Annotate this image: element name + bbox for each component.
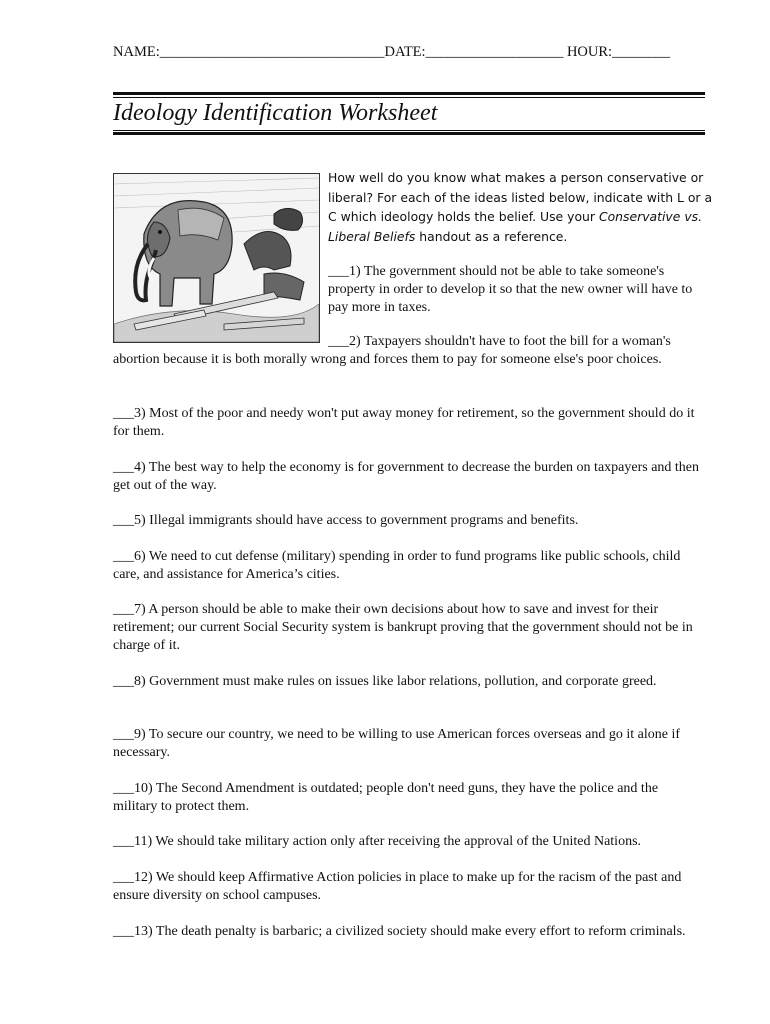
question-7: [113, 601, 705, 655]
question-2: [113, 333, 705, 369]
question-5-text: Illegal immigrants should have access to government programs and benefits.: [149, 513, 579, 528]
question-4-blank[interactable]: ___4): [113, 460, 146, 475]
title-rule-top-thin: [113, 97, 705, 98]
page-title: Ideology Identification Worksheet: [113, 100, 438, 126]
instructions-paragraph: [328, 168, 713, 246]
question-4: [113, 459, 705, 495]
header-fields: [113, 44, 713, 61]
question-8-text: Government must make rules on issues like labor relations, pollution, and corporate greed.: [149, 674, 657, 689]
question-8-blank[interactable]: ___8): [113, 674, 146, 689]
instructions-text-1: How well do you know what makes a person conservative or liberal? For each of the ideas listed below, indicate with L or a C which ideology holds the belief. Use your: [328, 170, 713, 224]
elephant-cartoon-image: [113, 173, 320, 343]
question-12-text: We should keep Affirmative Action policies in place to make up for the racism of the past and ensure diversity on school campuses.: [113, 870, 682, 903]
question-6-text: We need to cut defense (military) spending in order to fund programs like public schools, child care, and assistance for America’s cities.: [113, 549, 681, 582]
question-5-blank[interactable]: ___5): [113, 513, 146, 528]
title-rule-bottom-thick: [113, 132, 705, 135]
question-12-blank[interactable]: ___12): [113, 870, 153, 885]
question-11-text: We should take military action only after receiving the approval of the United Nations.: [155, 834, 642, 849]
question-1: [328, 263, 708, 317]
handout-title: Conservative vs. Liberal Beliefs: [328, 209, 703, 244]
instructions-text-2: handout as a reference.: [415, 228, 568, 244]
question-1-blank[interactable]: ___1): [328, 264, 361, 279]
question-10-text: The Second Amendment is outdated; people don't need guns, they have the police and the military to protect them.: [113, 781, 659, 814]
name-field-label: NAME:_______________________________: [113, 44, 385, 60]
question-3-blank[interactable]: ___3): [113, 406, 146, 421]
question-3-text: Most of the poor and needy won't put away money for retirement, so the government should do it for them.: [113, 406, 695, 439]
title-rule-top-thick: [113, 92, 705, 95]
question-3: [113, 405, 705, 441]
hour-field-label: HOUR:________: [566, 44, 671, 60]
question-10-blank[interactable]: ___10): [113, 781, 153, 796]
title-rule-bottom-thin: [113, 130, 705, 131]
question-12: [113, 869, 705, 905]
question-2-text: Taxpayers shouldn't have to foot the bill for a woman's abortion because it is both morally wrong and forces them to pay for someone else's poor choices.: [113, 334, 671, 367]
question-7-text: A person should be able to make their own decisions about how to save and invest for their retirement; our current Social Security system is bankrupt proving that the government should not be in charge of it.: [113, 602, 693, 653]
question-8: [113, 673, 705, 691]
question-2-blank[interactable]: ___2): [328, 334, 361, 349]
question-7-blank[interactable]: ___7): [113, 602, 146, 617]
question-6: [113, 548, 705, 584]
date-field-label: DATE:___________________: [384, 44, 564, 60]
question-13: [113, 923, 705, 941]
question-6-blank[interactable]: ___6): [113, 549, 146, 564]
question-13-text: The death penalty is barbaric; a civilized society should make every effort to reform criminals.: [155, 924, 686, 939]
question-9-blank[interactable]: ___9): [113, 727, 146, 742]
question-5: [113, 512, 705, 530]
question-9-text: To secure our country, we need to be willing to use American forces overseas and go it alone if necessary.: [113, 727, 681, 760]
question-11-blank[interactable]: ___11): [113, 834, 153, 849]
elephant-cartoon-drawing: [114, 174, 319, 342]
question-9: [113, 726, 705, 762]
question-4-text: The best way to help the economy is for government to decrease the burden on taxpayers and then get out of the way.: [113, 460, 700, 493]
question-11: [113, 833, 705, 851]
question-10: [113, 780, 705, 816]
question-13-blank[interactable]: ___13): [113, 924, 153, 939]
question-1-text: The government should not be able to take someone's property in order to develop it so that the new owner will have to pay more in taxes.: [328, 264, 693, 315]
